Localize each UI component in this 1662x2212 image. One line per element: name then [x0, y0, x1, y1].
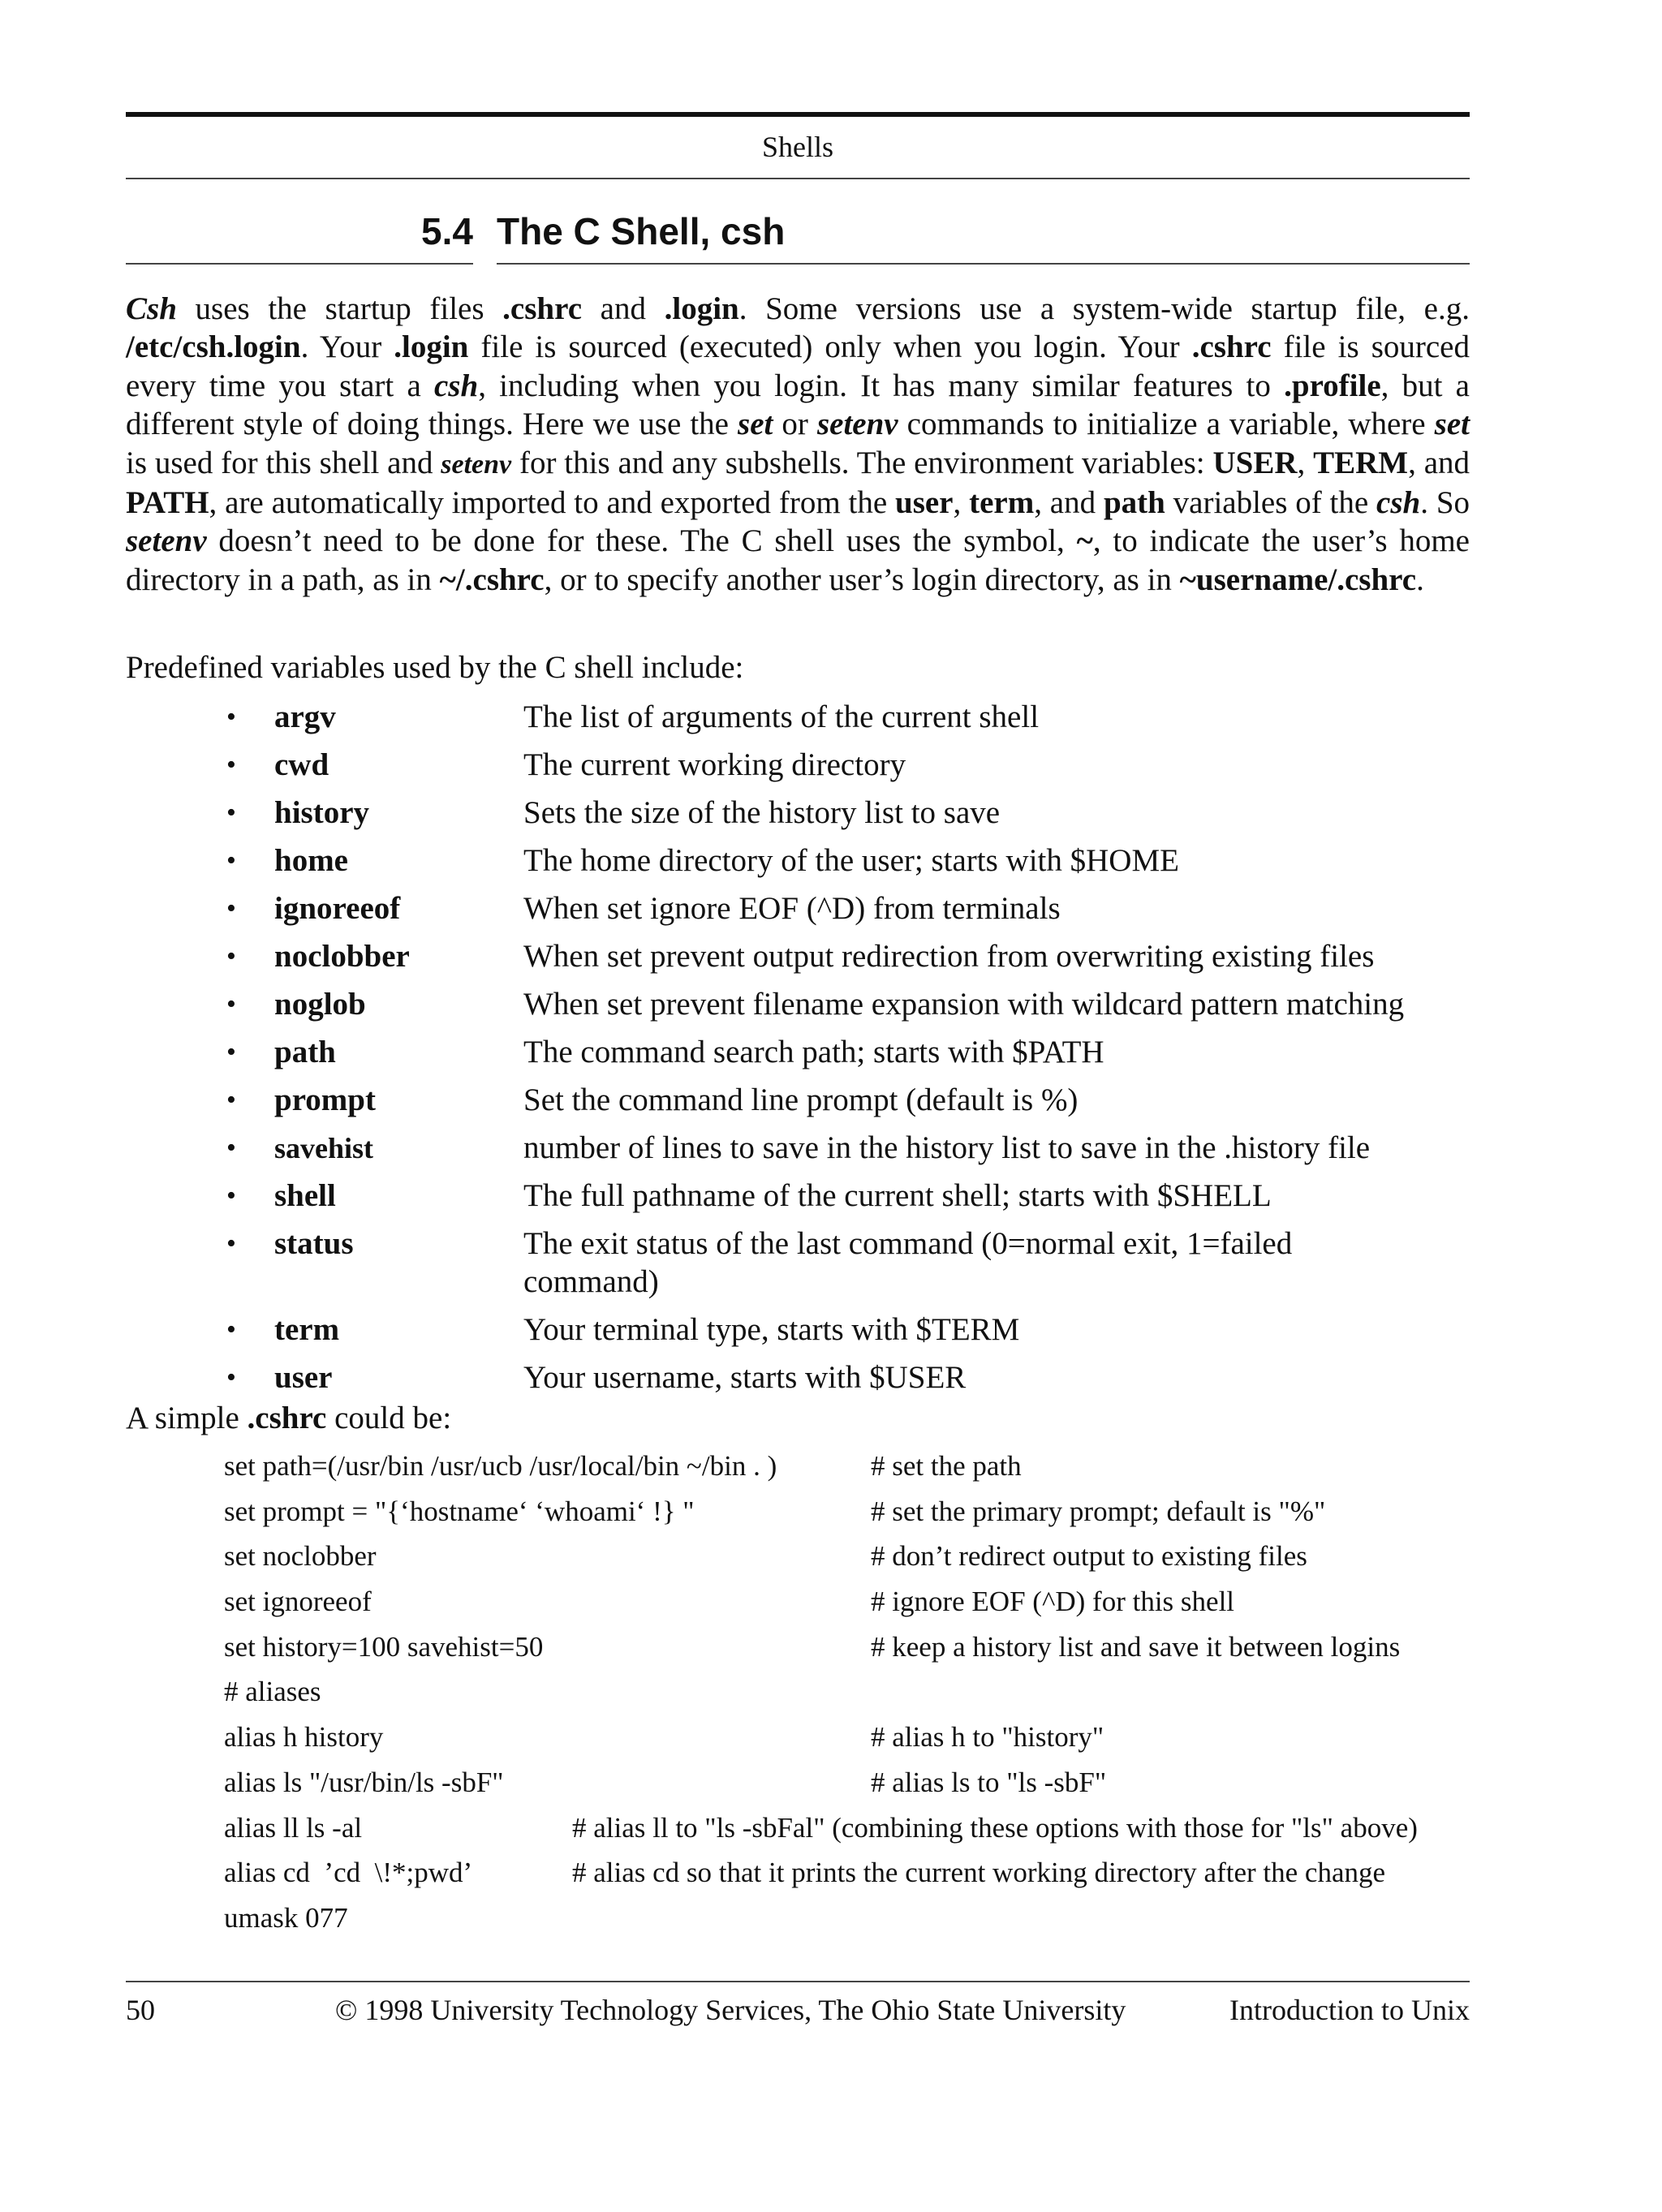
variable-name: ignoreeof	[274, 891, 401, 926]
variable-name: user	[274, 1360, 333, 1395]
bullet-icon: •	[226, 798, 236, 828]
code-comment: # set the path	[871, 1450, 1022, 1482]
variable-list	[0, 698, 1662, 1406]
bullet-icon: •	[226, 893, 236, 923]
variable-description: Sets the size of the history list to save	[523, 795, 1001, 830]
code-command: set history=100 savehist=50	[224, 1630, 544, 1663]
code-command: umask 077	[224, 1901, 348, 1934]
code-command: set path=(/usr/bin /usr/ucb /usr/local/bin ~/bin . )	[224, 1450, 777, 1482]
code-comment: # alias cd so that it prints the current working directory after the change	[572, 1857, 1386, 1889]
cshrc-example-intro: A simple .cshrc could be:	[126, 1401, 452, 1435]
code-comment: # ignore EOF (^D) for this shell	[871, 1586, 1235, 1618]
variable-name: prompt	[274, 1082, 376, 1117]
code-comment: # alias ll to "ls -sbFal" (combining these options with those for "ls" above)	[572, 1811, 1418, 1844]
variable-description: The home directory of the user; starts with $HOME	[523, 843, 1179, 878]
code-line	[0, 1900, 1662, 1946]
list-item	[0, 889, 1662, 937]
variable-description: The full pathname of the current shell; starts with $SHELL	[523, 1178, 1272, 1213]
variable-description: The list of arguments of the current shell	[523, 699, 1040, 734]
bullet-icon: •	[226, 941, 236, 971]
variable-name: term	[274, 1312, 340, 1347]
copyright-notice: © 1998 University Technology Services, The Ohio State University	[335, 1994, 1126, 2026]
variable-name: argv	[274, 699, 336, 734]
variable-description: When set prevent filename expansion with wildcard pattern matching	[523, 987, 1405, 1022]
list-item	[0, 937, 1662, 985]
code-comment: # don’t redirect output to existing files	[871, 1540, 1307, 1573]
intro-paragraph: Csh uses the startup files .cshrc and .login. Some versions use a system-wide startup file, e.g. /etc/csh.login. Your .login file is sourced (executed) only when you login. Your .cshrc file is sourced every time you start a csh, including when you login. It has many similar features to .profile, but a different style of doing things. Here we use the set or setenv commands to initialize a variable, where set is used for this shell and setenv for this and any subshells. The environment variables: USER, TERM, and PATH, are automatically imported to and exported from the user, term, and path variables of the csh. So setenv doesn’t need to be done for these. The C shell uses the symbol, ~, to indicate the user’s home directory in a path, as in ~/.cshrc, or to specify another user’s login directory, as in ~username/.cshrc.	[126, 291, 1470, 597]
bullet-icon: •	[226, 1229, 236, 1259]
code-line	[0, 1494, 1662, 1539]
variable-name: savehist	[274, 1132, 374, 1164]
list-item	[0, 698, 1662, 746]
list-item	[0, 1033, 1662, 1081]
list-item	[0, 985, 1662, 1033]
list-item	[0, 1177, 1662, 1224]
bullet-icon: •	[226, 1315, 236, 1345]
footer-rule	[126, 1981, 1470, 1982]
variable-description: Set the command line prompt (default is %)	[523, 1082, 1079, 1117]
code-command: alias h history	[224, 1721, 384, 1754]
bullet-icon: •	[226, 989, 236, 1019]
variable-description: When set prevent output redirection from overwriting existing files	[523, 939, 1375, 974]
variable-name: cwd	[274, 747, 329, 782]
section-title: The C Shell, csh	[497, 210, 786, 252]
section-rule-right	[497, 263, 1470, 265]
list-item	[0, 1310, 1662, 1358]
bullet-icon: •	[226, 1085, 236, 1115]
code-line	[0, 1674, 1662, 1719]
variable-name: status	[274, 1226, 354, 1261]
code-line	[0, 1855, 1662, 1900]
code-comment: # set the primary prompt; default is "%"	[871, 1495, 1326, 1527]
list-item	[0, 1224, 1662, 1310]
section-number: 5.4	[421, 210, 473, 252]
variable-description: The command search path; starts with $PATH	[523, 1035, 1104, 1069]
code-command: set ignoreeof	[224, 1586, 372, 1618]
list-item	[0, 1081, 1662, 1129]
code-comment: # alias h to "history"	[871, 1721, 1104, 1754]
code-comment: # alias ls to "ls -sbF"	[871, 1766, 1107, 1798]
code-line	[0, 1584, 1662, 1629]
bullet-icon: •	[226, 750, 236, 780]
bullet-icon: •	[226, 1181, 236, 1211]
code-command: alias cd ’cd \!*;pwd’	[224, 1857, 473, 1889]
variable-description: The exit status of the last command (0=normal exit, 1=failed command)	[523, 1226, 1293, 1299]
variable-description: The current working directory	[523, 747, 906, 782]
code-line	[0, 1765, 1662, 1810]
variable-name: noclobber	[274, 939, 410, 974]
bullet-icon: •	[226, 702, 236, 732]
code-line	[0, 1629, 1662, 1675]
variable-description: Your terminal type, starts with $TERM	[523, 1312, 1020, 1347]
header-rule	[126, 178, 1470, 179]
code-line	[0, 1810, 1662, 1856]
running-header: Shells	[761, 131, 833, 163]
variable-description: number of lines to save in the history list to save in the .history file	[523, 1130, 1371, 1165]
code-command: alias ls "/usr/bin/ls -sbF"	[224, 1766, 504, 1798]
code-line	[0, 1448, 1662, 1494]
bullet-icon: •	[226, 1362, 236, 1392]
bullet-icon: •	[226, 846, 236, 876]
variable-name: history	[274, 795, 369, 830]
bullet-icon: •	[226, 1037, 236, 1067]
code-comment: # keep a history list and save it between logins	[871, 1630, 1401, 1663]
cshrc-example	[0, 1448, 1662, 1946]
top-rule	[126, 112, 1470, 117]
page-number: 50	[126, 1994, 155, 2026]
variable-name: shell	[274, 1178, 336, 1213]
variable-description: Your username, starts with $USER	[523, 1360, 967, 1395]
code-command: alias ll ls -al	[224, 1811, 363, 1844]
variable-description: When set ignore EOF (^D) from terminals	[523, 891, 1061, 926]
predefined-variables-intro: Predefined variables used by the C shell include:	[126, 650, 744, 685]
code-line	[0, 1539, 1662, 1584]
code-command: set noclobber	[224, 1540, 377, 1573]
list-item	[0, 746, 1662, 794]
code-line	[0, 1719, 1662, 1765]
section-rule-left	[126, 263, 473, 265]
list-item	[0, 794, 1662, 841]
list-item	[0, 841, 1662, 889]
list-item	[0, 1129, 1662, 1177]
bullet-icon: •	[226, 1133, 236, 1163]
code-command: set prompt = "{‘hostname‘ ‘whoami‘ !} "	[224, 1495, 695, 1527]
book-title: Introduction to Unix	[1229, 1994, 1470, 2026]
code-command: # aliases	[224, 1676, 321, 1708]
variable-name: path	[274, 1035, 336, 1069]
variable-name: home	[274, 843, 348, 878]
variable-name: noglob	[274, 987, 366, 1022]
